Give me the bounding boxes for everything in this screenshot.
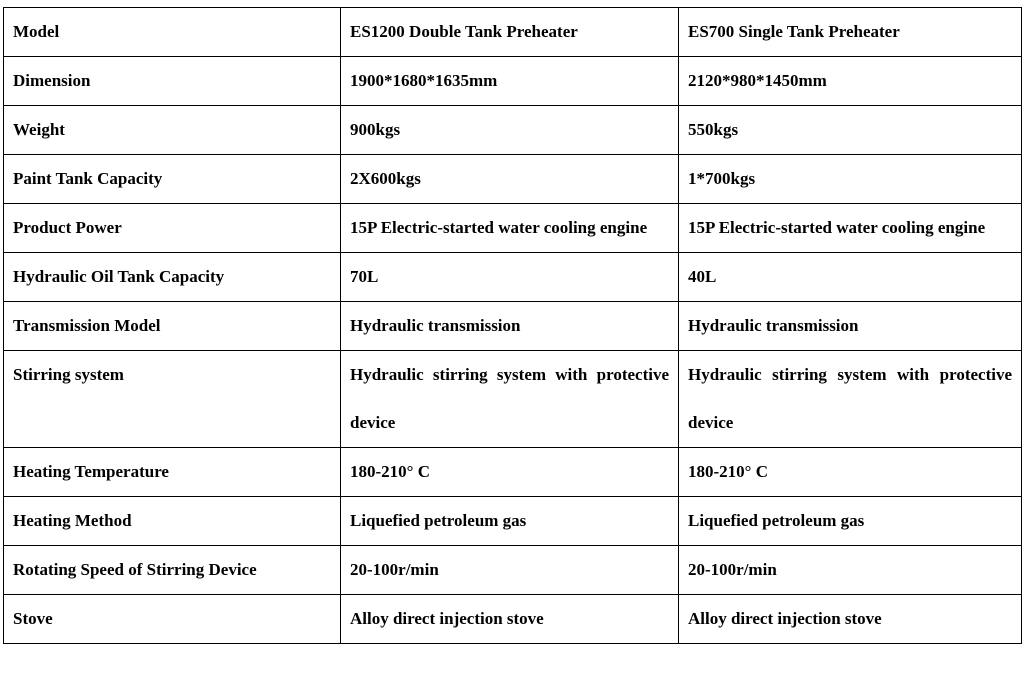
row-label: Rotating Speed of Stirring Device [4, 546, 341, 595]
table-row-stirring-system [4, 351, 1022, 448]
es700-value: 180-210° C [679, 448, 1022, 497]
es1200-value: 15P Electric-started water cooling engine [341, 204, 679, 253]
table-row-dimension [4, 57, 1022, 106]
row-label: Stove [4, 595, 341, 644]
es700-value: 2120*980*1450mm [679, 57, 1022, 106]
table-row-transmission-model [4, 302, 1022, 351]
table-row-weight [4, 106, 1022, 155]
row-label: Heating Method [4, 497, 341, 546]
table-row-rotating-speed [4, 546, 1022, 595]
es1200-value: Hydraulic stirring system with protective device [341, 351, 679, 448]
es1200-value: ES1200 Double Tank Preheater [341, 8, 679, 57]
es1200-value: 2X600kgs [341, 155, 679, 204]
es700-value: 15P Electric-started water cooling engine [679, 204, 1022, 253]
es1200-value: 20-100r/min [341, 546, 679, 595]
es700-value: Hydraulic stirring system with protective device [679, 351, 1022, 448]
row-label: Paint Tank Capacity [4, 155, 341, 204]
es700-value: 1*700kgs [679, 155, 1022, 204]
es1200-value: 900kgs [341, 106, 679, 155]
es700-value: 550kgs [679, 106, 1022, 155]
es1200-value: Hydraulic transmission [341, 302, 679, 351]
es1200-value: 1900*1680*1635mm [341, 57, 679, 106]
es700-value: ES700 Single Tank Preheater [679, 8, 1022, 57]
row-label: Hydraulic Oil Tank Capacity [4, 253, 341, 302]
table-row-hydraulic-oil-tank-capacity [4, 253, 1022, 302]
es700-value: 40L [679, 253, 1022, 302]
row-label: Dimension [4, 57, 341, 106]
es700-value: 20-100r/min [679, 546, 1022, 595]
table-row-product-power [4, 204, 1022, 253]
table-row-stove [4, 595, 1022, 644]
es700-value: Liquefied petroleum gas [679, 497, 1022, 546]
row-label: Heating Temperature [4, 448, 341, 497]
row-label: Transmission Model [4, 302, 341, 351]
es1200-value: 180-210° C [341, 448, 679, 497]
spec-comparison-table [3, 7, 1022, 644]
row-label: Stirring system [4, 351, 341, 448]
table-row-heating-method [4, 497, 1022, 546]
es1200-value: Liquefied petroleum gas [341, 497, 679, 546]
es700-value: Hydraulic transmission [679, 302, 1022, 351]
es700-value: Alloy direct injection stove [679, 595, 1022, 644]
row-label: Product Power [4, 204, 341, 253]
table-row-model [4, 8, 1022, 57]
es1200-value: 70L [341, 253, 679, 302]
row-label: Model [4, 8, 341, 57]
row-label: Weight [4, 106, 341, 155]
es1200-value: Alloy direct injection stove [341, 595, 679, 644]
table-row-paint-tank-capacity [4, 155, 1022, 204]
table-row-heating-temperature [4, 448, 1022, 497]
